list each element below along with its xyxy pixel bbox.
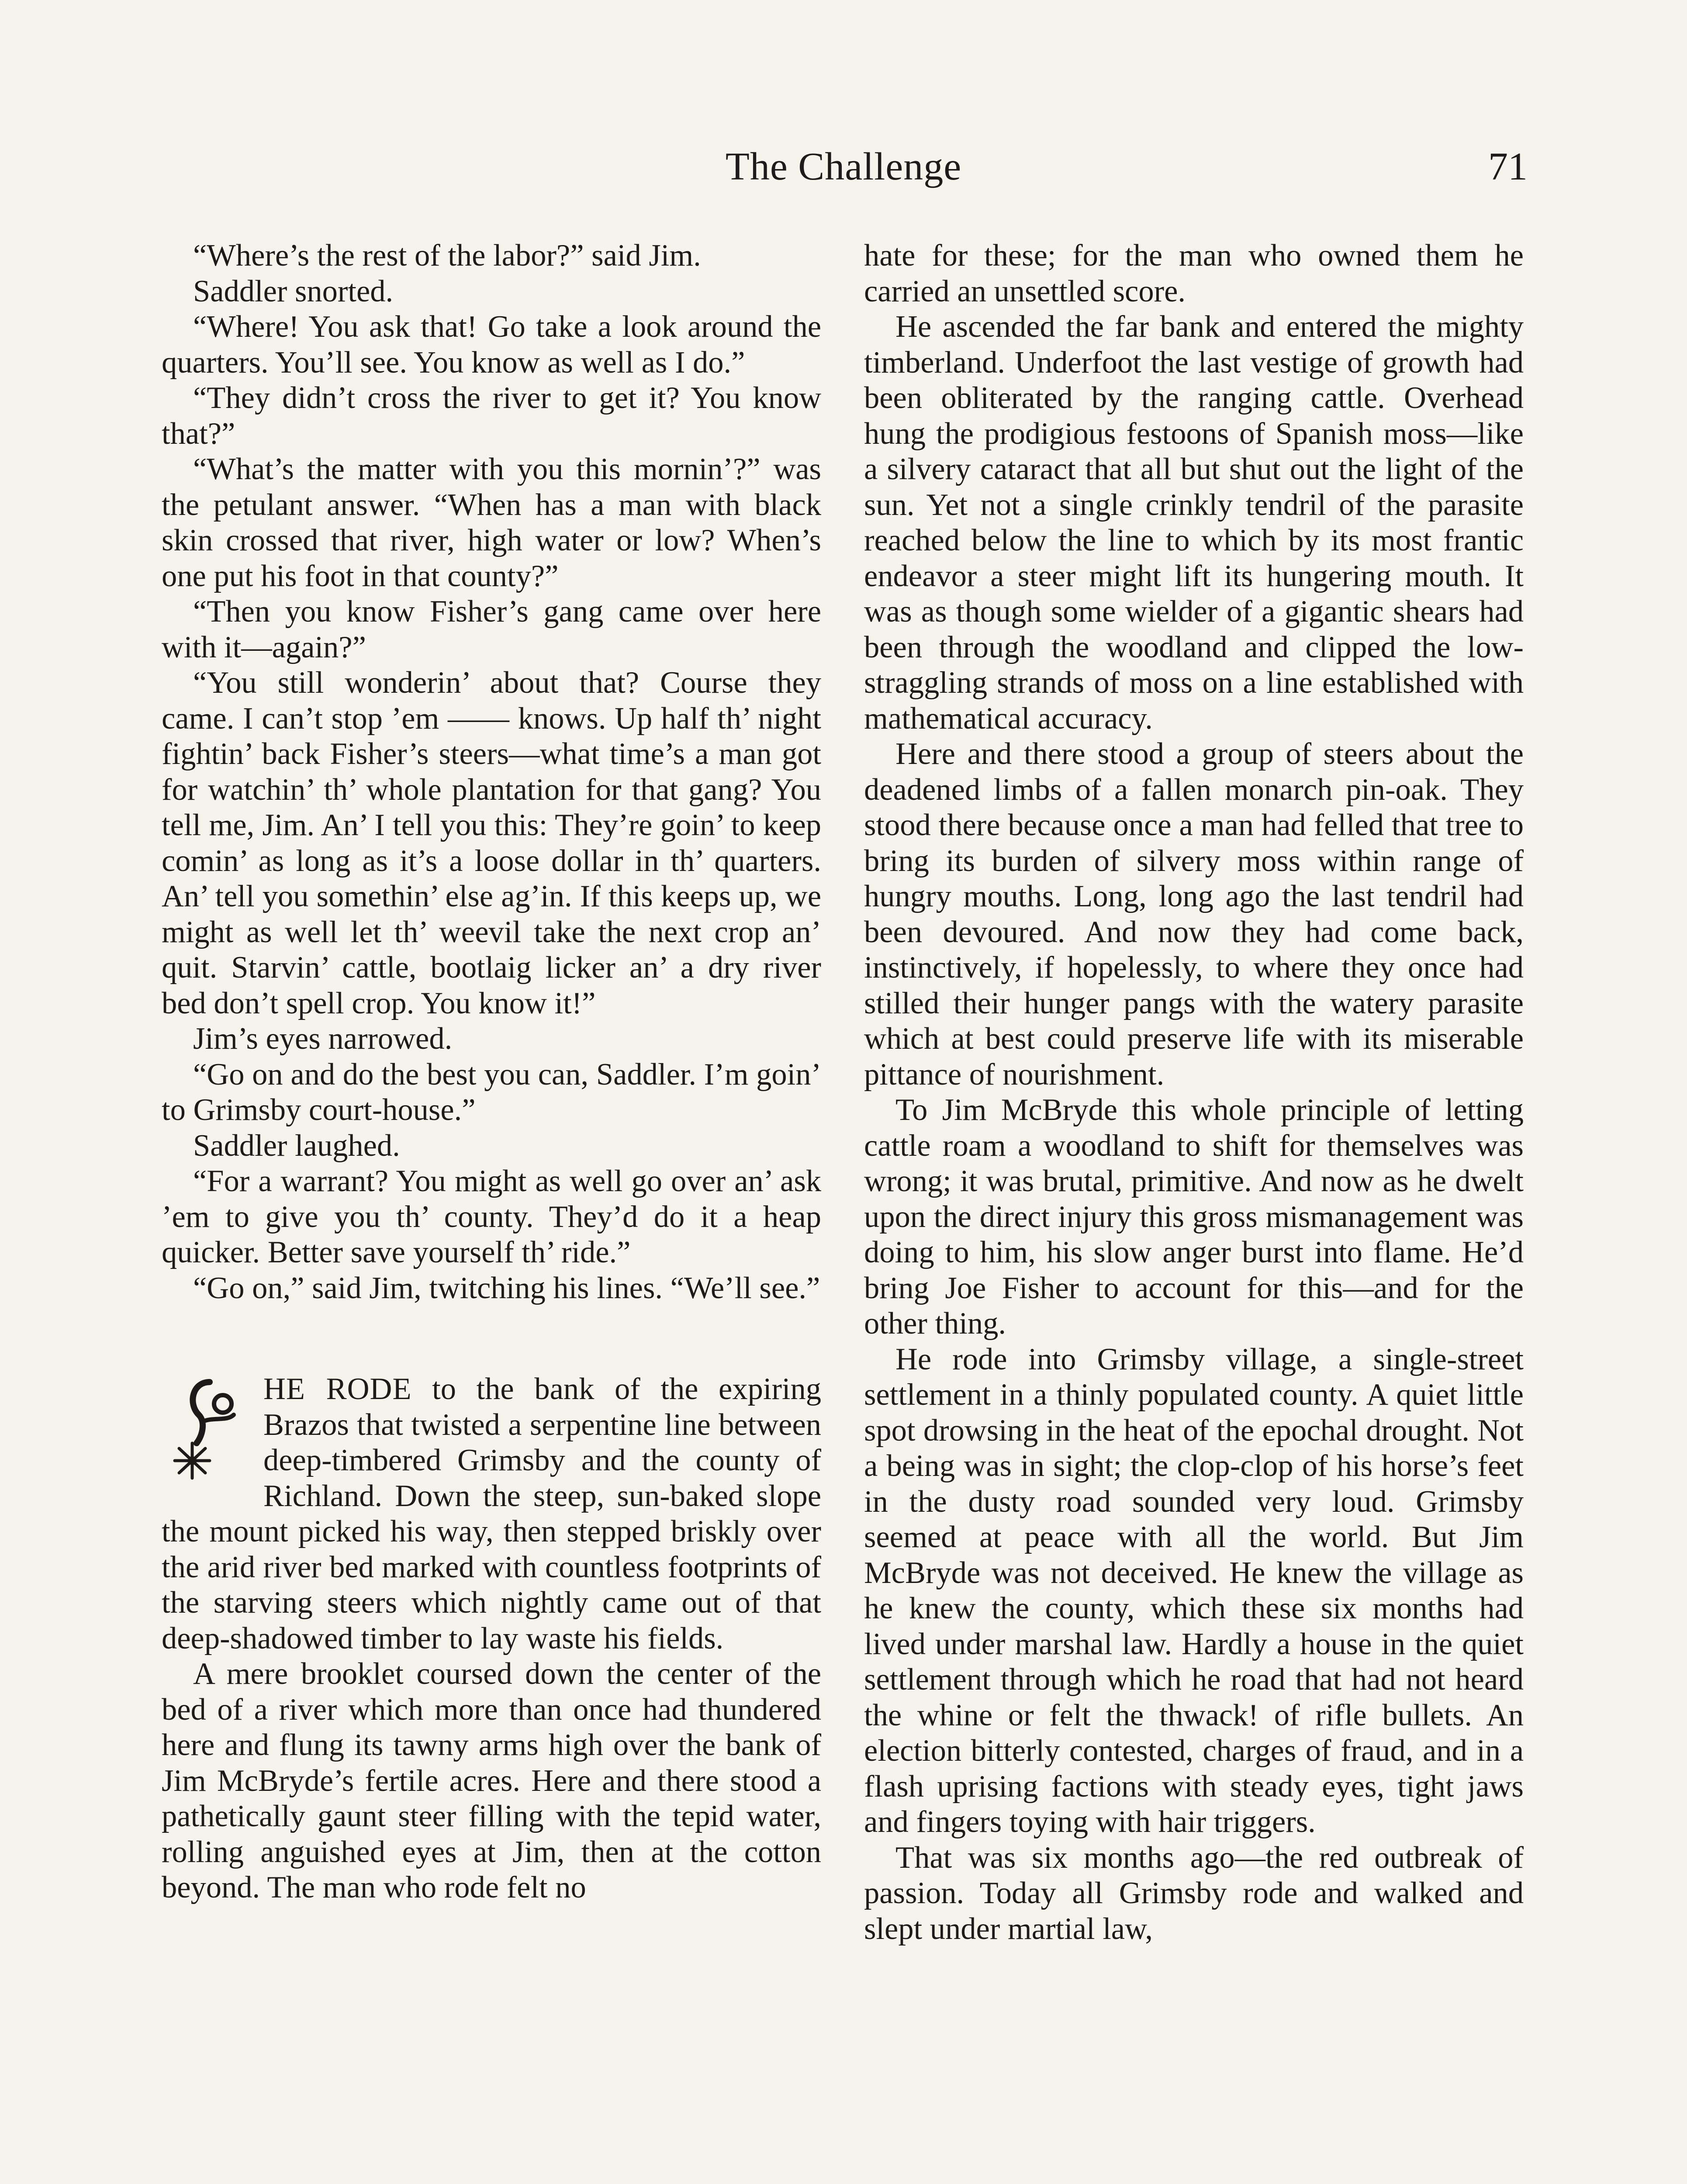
paragraph-text: to the bank of the expiring Brazos that twisted a serpentine line between deep-timbered Grimsby and the county of Richland. Down the steep, sun-baked slope the mount picked his way, then stepped briskly over the arid river bed marked with countless footprints of the starving steers which nightly came out of that deep-shadowed timber to lay waste his fields. — [162, 1372, 822, 1655]
paragraph: “Where! You ask that! Go take a look around the quarters. You’ll see. You know as well as I do.” — [162, 310, 821, 380]
paragraph: That was six months ago—the red outbreak of passion. Today all Grimsby rode and walked and slept under martial law, — [864, 1840, 1524, 1946]
paragraph: “Then you know Fisher’s gang came over here with it—again?” — [162, 594, 821, 664]
section-lead-paragraph — [162, 1372, 821, 1656]
page-number: 71 — [1488, 145, 1528, 188]
paragraph: “For a warrant? You might as well go over an’ ask ’em to give you th’ county. They’d do it a heap quicker. Better save yourself th’ ride.” — [162, 1164, 821, 1269]
paragraph: He ascended the far bank and entered the mighty timberland. Underfoot the last vestige of growth had been obliterated by the ranging cattle. Overhead hung the prodigious festoons of Spanish moss—like a silvery cataract that all but shut out the light of the sun. Yet not a single crinkly tendril of the parasite reached below the line to which by its most frantic endeavor a steer might lift its hungering mouth. It was as though some wielder of a gigantic shears had been through the woodland and clipped the low-straggling strands of moss on a line established with mathematical accuracy. — [864, 310, 1524, 736]
paragraph: He rode into Grimsby village, a single-street settlement in a thinly populated county. A quiet little spot drowsing in the heat of the epochal drought. Not a being was in sight; the clop-clop of his horse’s feet in the dusty road sounded very loud. Grimsby seemed at peace with all the world. But Jim McBryde was not deceived. He knew the village as he knew the county, which these six months had lived under marshal law. Hardly a house in the quiet settlement through which he road that had not heard the whine or felt the thwack! of rifle bullets. An election bitterly contested, charges of fraud, and in a flash uprising factions with steady eyes, tight jaws and fingers toying with hair triggers. — [864, 1342, 1524, 1839]
paragraph: Jim’s eyes narrowed. — [193, 1022, 453, 1056]
paragraph: “Go on and do the best you can, Saddler. I’m goin’ to Grimsby court-house.” — [162, 1057, 821, 1127]
paragraph: “Go on,” said Jim, twitching his lines. “We’ll see.” — [193, 1271, 820, 1305]
page-title: The Challenge — [725, 145, 962, 188]
paragraph: Here and there stood a group of steers about the deadened limbs of a fallen monarch pin-oak. They stood there because once a man had felled that tree to bring its burden of silvery moss within range of hungry mouths. Long, long ago the last tendril had been devoured. And now they had come back, instinctively, if hopelessly, to where they once had stilled their hunger pangs with the watery parasite which at best could preserve life with its miserable pittance of nourishment. — [864, 737, 1524, 1092]
paragraph: “What’s the matter with you this mornin’?” was the petulant answer. “When has a man with black skin crossed that river, high water or low? When’s one put his foot in that county?” — [162, 452, 821, 593]
paragraph: “They didn’t cross the river to get it? You know that?” — [162, 381, 821, 451]
paragraph: To Jim McBryde this whole principle of letting cattle roam a woodland to shift for themselves was wrong; it was brutal, primitive. And now as he dwelt upon the direct injury this gross mismanagement was doing to him, his slow anger burst into flame. He’d bring Joe Fisher to account for this—and for the other thing. — [864, 1093, 1524, 1341]
paragraph: “Where’s the rest of the labor?” said Jim. — [193, 238, 701, 273]
paragraph: “You still wonderin’ about that? Course they came. I can’t stop ’em —— knows. Up half th’ night fightin’ back Fisher’s steers—what time’s a man got for watchin’ th’ whole plantation for that gang? You tell me, Jim. An’ I tell you this: They’re goin’ to keep comin’ as long as it’s a loose dollar in th’ quarters. An’ tell you somethin’ else ag’in. If this keeps up, we might as well let th’ weevil take the next crop an’ quit. Starvin’ cattle, bootlaig licker an’ a dry river bed don’t spell crop. You know it!” — [162, 666, 821, 1020]
spur-ornament-icon — [162, 1373, 256, 1482]
left-column — [162, 238, 821, 1906]
right-column — [864, 238, 1524, 1947]
section-break — [162, 1306, 821, 1372]
paragraph: hate for these; for the man who owned them he carried an unsettled score. — [864, 238, 1524, 308]
paragraph: Saddler laughed. — [193, 1128, 400, 1163]
section-lead-smallcaps: HE RODE — [263, 1372, 412, 1406]
paragraph: Saddler snorted. — [193, 274, 394, 308]
paragraph: A mere brooklet coursed down the center of the bed of a river which more than once had thundered here and flung its tawny arms high over the bank of Jim McBryde’s fertile acres. Here and there stood a pathetically gaunt steer filling with the tepid water, rolling anguished eyes at Jim, then at the cotton beyond. The man who rode felt no — [162, 1657, 821, 1904]
